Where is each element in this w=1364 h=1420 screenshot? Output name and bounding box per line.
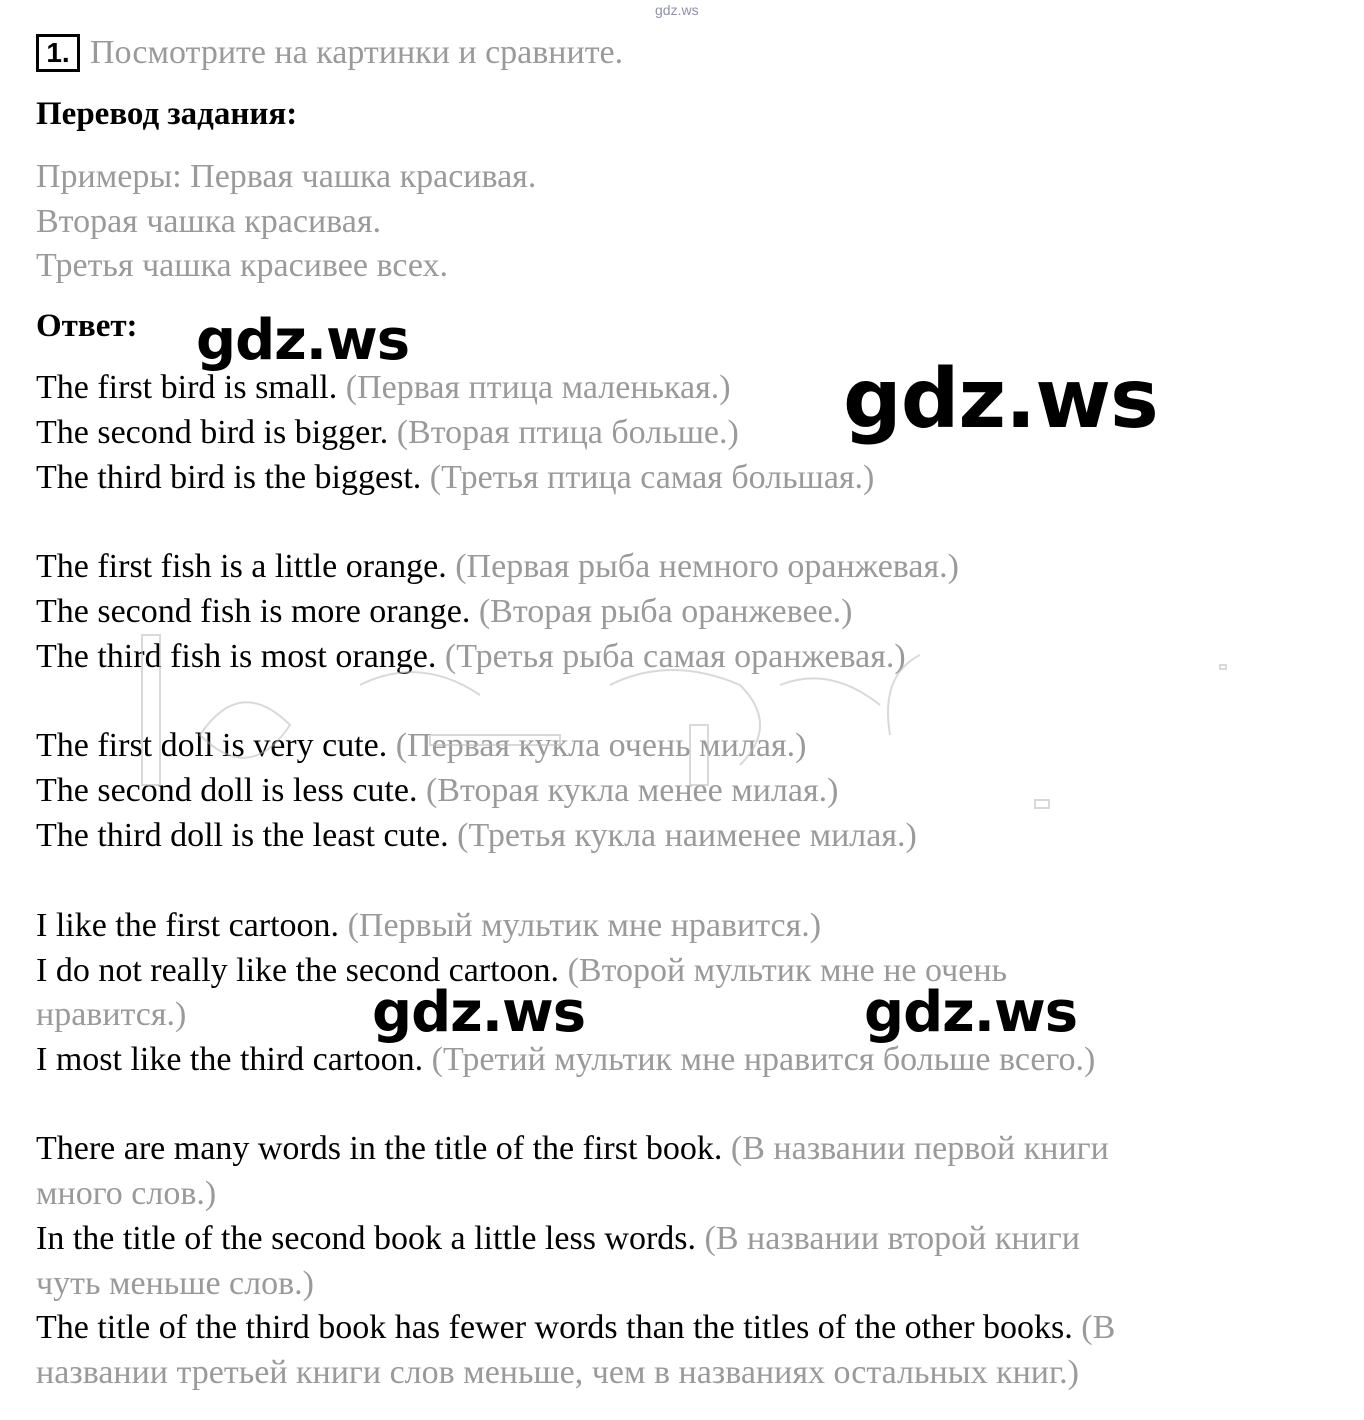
watermark: gdz.ws <box>196 308 410 373</box>
answer-russian: (В <box>1081 1309 1116 1346</box>
answer-line <box>36 545 959 589</box>
answer-russian: нравится.) <box>36 996 187 1033</box>
answer-english: The third doll is the least cute. <box>36 817 449 854</box>
answer-line <box>36 1127 1109 1171</box>
answer-line <box>36 814 917 858</box>
answer-english: The second doll is less cute. <box>36 772 418 809</box>
answer-english: The third bird is the biggest. <box>36 459 422 496</box>
answer-line <box>36 1351 1079 1395</box>
answer-english: The first doll is very cute. <box>36 727 388 764</box>
example-line: Примеры: Первая чашка красивая. <box>36 158 537 195</box>
answer-line <box>36 993 186 1037</box>
answer-russian: названии третьей книги слов меньше, чем в названиях остальных книг.) <box>36 1354 1079 1391</box>
answer-english: The first bird is small. <box>36 369 338 406</box>
answer-line <box>36 724 806 768</box>
answer-english: The title of the third book has fewer words than the titles of the other books. <box>36 1309 1073 1346</box>
example-line: Третья чашка красивее всех. <box>36 247 448 284</box>
answer-line <box>36 1306 1115 1350</box>
answer-line <box>36 635 906 679</box>
task-line <box>36 30 623 76</box>
answer-english: I most like the third cartoon. <box>36 1041 424 1078</box>
top-watermark: gdz.ws <box>655 2 699 18</box>
answer-line <box>36 1262 314 1306</box>
answer-russian: много слов.) <box>36 1175 217 1212</box>
answer-english: I like the first cartoon. <box>36 907 340 944</box>
watermark: gdz.ws <box>372 980 586 1045</box>
answer-english: The first fish is a little orange. <box>36 548 447 585</box>
answer-line <box>36 411 739 455</box>
example-line: Вторая чашка красивая. <box>36 203 382 240</box>
answer-russian: (Третья птица самая большая.) <box>429 459 875 496</box>
answer-russian: (Вторая кукла менее милая.) <box>425 772 839 809</box>
answer-line <box>36 590 852 634</box>
answer-russian: (Вторая рыба оранжевее.) <box>478 593 853 630</box>
answer-russian: (В названии второй книги <box>704 1220 1080 1257</box>
answer-english: I do not really like the second cartoon. <box>36 952 560 989</box>
answer-line <box>36 769 838 813</box>
answer-english: There are many words in the title of the first book. <box>36 1130 723 1167</box>
task-instruction: Посмотрите на картинки и сравните. <box>90 34 624 71</box>
answer-english: In the title of the second book a little less words. <box>36 1220 697 1257</box>
watermark: gdz.ws <box>843 352 1158 447</box>
answer-line <box>36 456 874 500</box>
answer-line <box>36 1217 1080 1261</box>
answer-russian: (Третий мультик мне нравится больше всего.) <box>431 1041 1096 1078</box>
answer-line <box>36 904 821 948</box>
answer-russian: (Второй мультик мне не очень <box>567 952 1008 989</box>
answer-russian: (Третья кукла наименее милая.) <box>457 817 917 854</box>
answer-line <box>36 1172 216 1216</box>
answer-russian: (В названии первой книги <box>730 1130 1109 1167</box>
answer-russian: (Первая кукла очень милая.) <box>395 727 807 764</box>
answer-russian: (Первая рыба немного оранжевая.) <box>455 548 959 585</box>
answer-russian: чуть меньше слов.) <box>36 1265 314 1302</box>
answer-russian: (Вторая птица больше.) <box>396 414 739 451</box>
answer-russian: (Первая птица маленькая.) <box>345 369 731 406</box>
task-number-box: 1. <box>36 34 80 72</box>
watermark: gdz.ws <box>864 980 1078 1045</box>
answer-english: The second fish is more orange. <box>36 593 471 630</box>
translation-heading: Перевод задания: <box>36 96 298 132</box>
answer-russian: (Первый мультик мне нравится.) <box>347 907 822 944</box>
answer-english: The second bird is bigger. <box>36 414 389 451</box>
answer-english: The third fish is most orange. <box>36 638 437 675</box>
answer-heading: Ответ: <box>36 308 138 344</box>
answer-russian: (Третья рыба самая оранжевая.) <box>444 638 906 675</box>
